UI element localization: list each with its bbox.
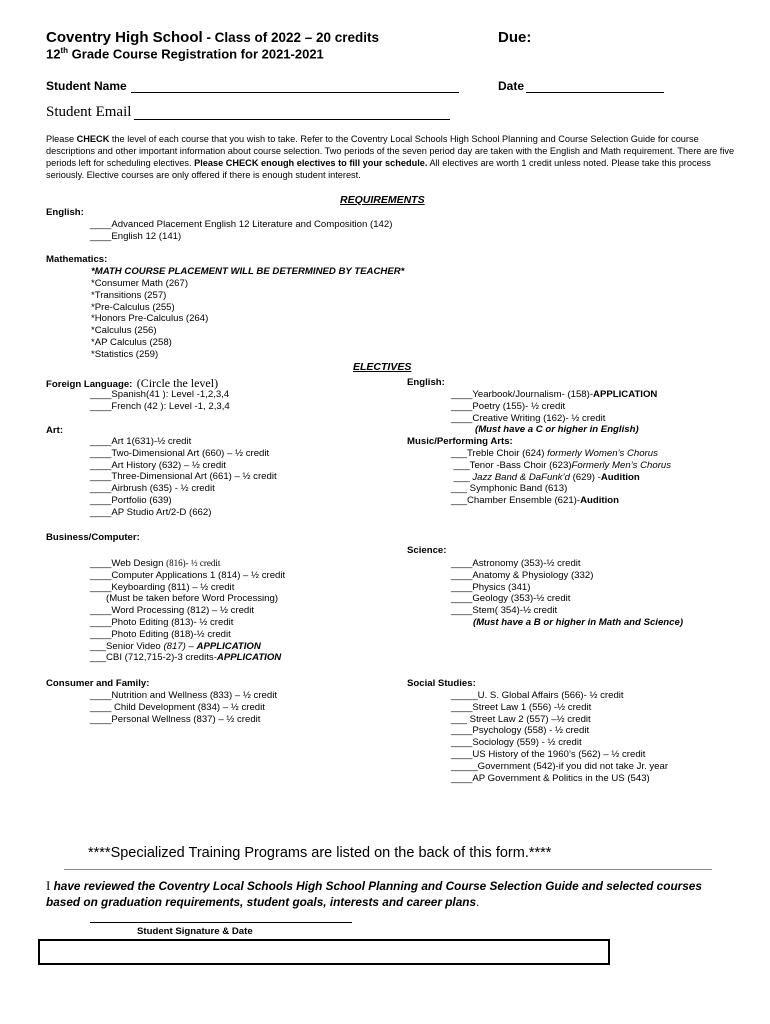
class-credits: - Class of 2022 – 20 credits bbox=[202, 30, 380, 45]
consumer-family-list bbox=[90, 690, 277, 725]
list-item[interactable]: ____Personal Wellness (837) – ½ credit bbox=[90, 713, 261, 725]
social-studies-label: Social Studies: bbox=[407, 678, 476, 689]
list-item[interactable]: ___Senior Video (817) – APPLICATION bbox=[90, 640, 261, 652]
list-item[interactable]: ____AP Government & Politics in the US (543) bbox=[451, 772, 650, 784]
acknowledgement: I have reviewed the Coventry Local Schools High School Planning and Course Selection Guide and selected courses based on graduation requirements, student goals, interests and career plans. bbox=[46, 878, 702, 909]
date-field[interactable] bbox=[526, 92, 664, 93]
science-label: Science: bbox=[407, 545, 447, 556]
list-item[interactable]: ____US History of the 1960’s (562) – ½ credit bbox=[451, 748, 646, 760]
list-item[interactable]: ____AP Studio Art/2-D (662) bbox=[90, 506, 212, 518]
social-studies-list bbox=[451, 690, 668, 784]
list-item[interactable]: ___ Street Law 2 (557) –½ credit bbox=[451, 713, 591, 725]
list-item[interactable]: ____Stem( 354)-½ credit bbox=[451, 605, 558, 617]
list-item[interactable]: ____Poetry (155)- ½ credit bbox=[451, 400, 566, 412]
english-elective-list bbox=[451, 389, 657, 436]
foreign-language-list bbox=[90, 389, 230, 413]
list-item[interactable]: ____Astronomy (353)-½ credit bbox=[451, 558, 581, 569]
list-item[interactable]: ___ Symphonic Band (613) bbox=[451, 483, 568, 495]
list-item: *Honors Pre-Calculus (264) bbox=[91, 313, 209, 325]
art-label: Art: bbox=[46, 425, 64, 436]
school-name: Coventry High School bbox=[46, 29, 203, 46]
list-item[interactable]: _____Government (542)-if you did not take Jr. year bbox=[451, 760, 669, 772]
math-list bbox=[91, 278, 208, 361]
list-item[interactable]: ____Creative Writing (162)- ½ credit bbox=[451, 412, 606, 424]
student-email-field[interactable] bbox=[134, 119, 450, 120]
date-label: Date bbox=[498, 79, 525, 93]
signature-label: Student Signature & Date bbox=[137, 926, 253, 937]
list-item[interactable]: ____Keyboarding (811) – ½ credit bbox=[90, 581, 235, 593]
list-item[interactable]: ___Chamber Ensemble (621)-Audition bbox=[451, 495, 619, 507]
list-item[interactable]: ____Geology (353)-½ credit bbox=[451, 593, 571, 605]
student-email-label: Student Email bbox=[46, 104, 132, 120]
list-item[interactable]: ____Sociology (559) - ½ credit bbox=[451, 737, 582, 749]
list-item[interactable]: ___Treble Choir (624) formerly Women’s Chorus bbox=[451, 448, 658, 459]
list-item[interactable]: ____Yearbook/Journalism- (158)-APPLICATION bbox=[451, 389, 658, 400]
list-item[interactable]: ___CBI (712,715-2)-3 credits-APPLICATION bbox=[90, 652, 282, 664]
list-item[interactable]: ____Advanced Placement English 12 Literature and Composition (142) bbox=[90, 219, 393, 230]
list-item[interactable]: ____Physics (341) bbox=[451, 581, 531, 593]
list-item[interactable]: ____French (42 ): Level -1, 2,3,4 bbox=[90, 400, 230, 412]
music-label: Music/Performing Arts: bbox=[407, 436, 513, 447]
due-label: Due: bbox=[498, 29, 532, 46]
english-note: (Must have a C or higher in English) bbox=[475, 424, 639, 436]
list-item: *Transitions (257) bbox=[91, 289, 167, 301]
consumer-family-label: Consumer and Family: bbox=[46, 678, 150, 689]
list-item[interactable]: ____Spanish(41 ): Level -1,2,3,4 bbox=[90, 389, 230, 400]
list-item: *Statistics (259) bbox=[91, 348, 159, 360]
english-req-label: English: bbox=[46, 207, 84, 218]
list-item[interactable]: ____English 12 (141) bbox=[90, 230, 182, 242]
list-item: *Consumer Math (267) bbox=[91, 278, 189, 289]
list-item: *AP Calculus (258) bbox=[91, 336, 172, 348]
foreign-language-label: Foreign Language: (Circle the level) bbox=[46, 376, 219, 390]
form-title bbox=[46, 29, 379, 46]
list-item[interactable]: ____Airbrush (635) - ½ credit bbox=[90, 483, 215, 495]
grade-title: 12th Grade Course Registration for 2021-2021 bbox=[46, 46, 324, 62]
student-name-label: Student Name bbox=[46, 79, 127, 93]
english-req-list bbox=[90, 219, 392, 243]
science-list bbox=[451, 558, 683, 629]
list-item[interactable]: ____Word Processing (812) – ½ credit bbox=[90, 605, 255, 617]
list-item[interactable]: ____Two-Dimensional Art (660) – ½ credit bbox=[90, 447, 270, 459]
list-item: *Pre-Calculus (255) bbox=[91, 301, 175, 313]
math-req-label: Mathematics: bbox=[46, 254, 108, 265]
list-item[interactable]: ____Photo Editing (818)-½ credit bbox=[90, 628, 231, 640]
list-item[interactable]: ____Psychology (558) - ½ credit bbox=[451, 725, 590, 737]
list-item[interactable]: ____Art 1(631)-½ credit bbox=[90, 436, 192, 447]
list-item[interactable]: ____Three-Dimensional Art (661) – ½ credit bbox=[90, 471, 277, 483]
list-item[interactable]: ____Anatomy & Physiology (332) bbox=[451, 569, 594, 581]
list-item[interactable]: ____Photo Editing (813)- ½ credit bbox=[90, 616, 234, 628]
signature-line[interactable] bbox=[90, 922, 352, 923]
math-note: *MATH COURSE PLACEMENT WILL BE DETERMINED BY TEACHER* bbox=[91, 266, 405, 277]
signature-box[interactable] bbox=[38, 939, 610, 965]
business-list bbox=[90, 558, 285, 664]
list-item[interactable]: ___Tenor -Bass Choir (623)Formerly Men’s Chorus bbox=[451, 459, 672, 471]
art-list bbox=[90, 436, 277, 519]
student-name-field[interactable] bbox=[131, 92, 459, 93]
instructions-paragraph: Please CHECK the level of each course that you wish to take. Refer to the Coventry Local Schools High School Planning and Course Selection Guide for course descriptions and other important information about course selection. Two periods of the seven period day are taken with the English and Math requirement. There are five periods left for scheduling electives. Please CHECK enough electives to fill your schedule. All electives are worth 1 credit unless noted. Please take this process seriously. Elective courses are only offered if there is enough student interest. bbox=[46, 134, 735, 180]
list-item: *Calculus (256) bbox=[91, 325, 157, 337]
list-item[interactable]: ____ Child Development (834) – ½ credit bbox=[90, 701, 265, 713]
list-item: (Must be taken before Word Processing) bbox=[90, 593, 279, 605]
list-item[interactable]: ____Street Law 1 (556) -½ credit bbox=[451, 701, 592, 713]
business-label: Business/Computer: bbox=[46, 532, 140, 543]
english-elective-label: English: bbox=[407, 377, 445, 388]
electives-heading: ELECTIVES bbox=[353, 361, 412, 373]
list-item[interactable]: _____U. S. Global Affairs (566)- ½ credit bbox=[451, 690, 624, 701]
list-item[interactable]: ___ Jazz Band & DaFunk’d (629) -Audition bbox=[451, 471, 640, 483]
list-item[interactable]: ____Nutrition and Wellness (833) – ½ credit bbox=[90, 690, 278, 701]
music-list bbox=[451, 448, 671, 507]
divider bbox=[64, 869, 712, 870]
list-item[interactable]: ____Web Design (816)- ½ credit bbox=[90, 558, 221, 569]
list-item[interactable]: ____Art History (632) – ½ credit bbox=[90, 459, 226, 471]
list-item[interactable]: ____Portfolio (639) bbox=[90, 494, 172, 506]
requirements-heading: REQUIREMENTS bbox=[340, 194, 425, 206]
specialized-programs-note: ****Specialized Training Programs are listed on the back of this form.**** bbox=[88, 845, 552, 861]
list-item[interactable]: ____Computer Applications 1 (814) – ½ credit bbox=[90, 569, 286, 581]
science-note: (Must have a B or higher in Math and Science) bbox=[473, 616, 684, 628]
